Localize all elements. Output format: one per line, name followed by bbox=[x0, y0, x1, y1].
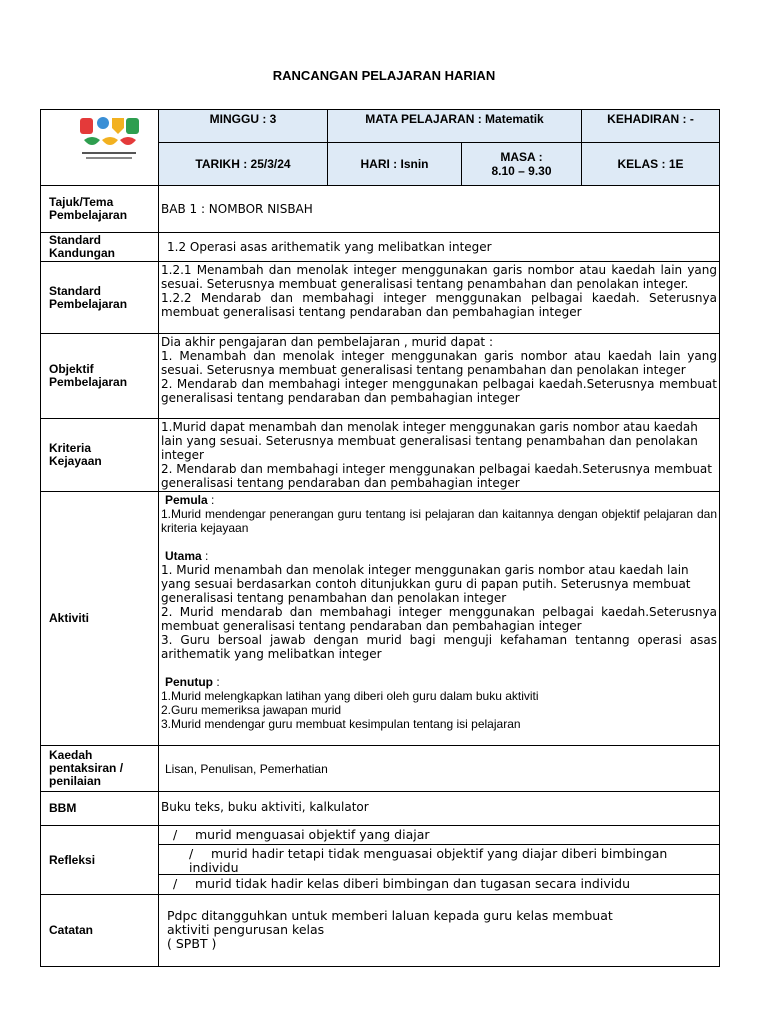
bbm-value: Buku teks, buku aktiviti, kalkulator bbox=[158, 791, 720, 826]
utama-line-1: 1. Murid menambah dan menolak integer menggunakan garis nombor atau kaedah lain yang sesuai berdasarkan contoh ditunjukkan guru di papan putih. Seterusnya membuat generalisasi tentang penambahan dan penolakan integer bbox=[161, 563, 691, 605]
penutup-heading: Penutup bbox=[165, 675, 213, 689]
kelas-cell bbox=[581, 142, 720, 186]
tajuk-value: BAB 1 : NOMBOR NISBAH bbox=[158, 185, 720, 233]
check-mark-icon: / bbox=[173, 827, 178, 842]
mata-pelajaran-cell bbox=[327, 109, 582, 143]
refleksi-item-3: / murid tidak hadir kelas diberi bimbingan dan tugasan secara individu bbox=[158, 874, 720, 895]
masa-cell bbox=[461, 142, 582, 186]
kriteria-label: Kriteria Kejayaan bbox=[40, 418, 159, 492]
document-title: RANCANGAN PELAJARAN HARIAN bbox=[272, 68, 496, 83]
aktiviti-value: Pemula : 1.Murid mendengar penerangan guru tentang isi pelajaran dan kaitannya dengan objektif pelajaran dan kriteria kejayaan Utama : 1. Murid menambah dan menolak integer menggunakan garis nombor atau kaedah lain yang sesuai berdasarkan contoh ditunjukkan guru di papan putih. Seterusnya membuat generalisasi tentang penambahan dan penolakan integer 2. Murid mendarab dan membahagi integer menggunakan pelbagai kaedah.Seterusnya membuat generalisasi tentang pendaraban dan pembahagian integer 3. Guru bersoal jawab dengan murid bagi menguji kefahaman tentanng operasi asas arithematik yang melibatkan integer Penutup : 1.Murid melengkapkan latihan yang diberi oleh guru dalam buku aktiviti 2.Guru memeriksa jawapan murid 3.Murid mendengar guru membuat kesimpulan tentang isi pelajaran bbox=[158, 491, 720, 746]
penutup-line-3: 3.Murid mendengar guru membuat kesimpulan tentang isi pelajaran bbox=[161, 717, 521, 731]
tajuk-label: Tajuk/Tema Pembelajaran bbox=[40, 185, 159, 233]
hari-value: HARI : Isnin bbox=[360, 157, 429, 171]
objektif-value: Dia akhir pengajaran dan pembelajaran , murid dapat : 1. Menambah dan menolak integer menggunakan garis nombor atau kaedah lain yang sesuai. Seterusnya membuat generalisasi tentang penambahan dan penolakan integer 2. Mendarab dan membahagi integer menggunakan pelbagai kaedah.Seterusnya membuat generalisasi tentang pendaraban dan pembahagian integer bbox=[158, 333, 720, 419]
standard-pembelajaran-value: 1.2.1 Menambah dan menolak integer menggunakan garis nombor atau kaedah lain yang sesuai. Seterusnya membuat generalisasi tentang penambahan dan penolakan integer. 1.2.2 Mendarab dan membahagi integer menggunakan pelbagai kaedah. Seterusnya membuat generalisasi tentang pendaraban dan pembahagian integer bbox=[158, 261, 720, 334]
standard-pembelajaran-label: Standard Pembelajaran bbox=[40, 261, 159, 334]
penutup-line-1: 1.Murid melengkapkan latihan yang diberi oleh guru dalam buku aktiviti bbox=[161, 689, 539, 703]
refleksi-label: Refleksi bbox=[40, 825, 159, 895]
masa-label: MASA : bbox=[500, 150, 543, 164]
objektif-label: Objektif Pembelajaran bbox=[40, 333, 159, 419]
kriteria-value: 1.Murid dapat menambah dan menolak integer menggunakan garis nombor atau kaedah lain yang sesuai. Seterusnya membuat generalisasi tentang penambahan dan penolakan integer 2. Mendarab dan membahagi integer menggunakan pelbagai kaedah.Seterusnya membuat generalisasi tentang pendaraban dan pembahagian integer bbox=[158, 418, 720, 492]
minggu-value: MINGGU : 3 bbox=[209, 112, 277, 126]
kehadiran-cell bbox=[581, 109, 720, 143]
bbm-label: BBM bbox=[40, 791, 159, 826]
tarikh-value: TARIKH : 25/3/24 bbox=[195, 157, 291, 171]
utama-line-3: 3. Guru bersoal jawab dengan murid bagi menguji kefahaman tentanng operasi asas arithematik yang melibatkan integer bbox=[161, 633, 717, 661]
school-logo-icon bbox=[74, 114, 144, 162]
masa-value: 8.10 – 9.30 bbox=[491, 164, 552, 178]
penutup-line-2: 2.Guru memeriksa jawapan murid bbox=[161, 703, 342, 717]
kehadiran-value: KEHADIRAN : - bbox=[607, 112, 694, 126]
catatan-label: Catatan bbox=[40, 894, 159, 967]
kaedah-label: Kaedah pentaksiran / penilaian bbox=[40, 745, 159, 792]
tarikh-cell bbox=[158, 142, 328, 186]
pemula-heading: Pemula bbox=[165, 493, 208, 507]
refleksi-item-2: / murid hadir tetapi tidak menguasai objektif yang diajar diberi bimbingan individu bbox=[158, 844, 720, 875]
minggu-cell bbox=[158, 109, 328, 143]
catatan-value: Pdpc ditangguhkan untuk memberi laluan kepada guru kelas membuat aktiviti pengurusan kelas ( SPBT ) bbox=[158, 894, 720, 967]
pemula-text: 1.Murid mendengar penerangan guru tentang isi pelajaran dan kaitannya dengan objektif pelajaran dan kriteria kejayaan bbox=[161, 507, 717, 535]
utama-heading: Utama bbox=[165, 549, 202, 563]
standard-kandungan-label: Standard Kandungan bbox=[40, 232, 159, 262]
check-mark-icon: / bbox=[173, 876, 178, 891]
mata-pelajaran-value: MATA PELAJARAN : Matematik bbox=[365, 112, 544, 126]
kaedah-value: Lisan, Penulisan, Pemerhatian bbox=[158, 745, 720, 792]
check-mark-icon: / bbox=[189, 846, 194, 861]
aktiviti-label: Aktiviti bbox=[40, 491, 159, 746]
standard-kandungan-value: 1.2 Operasi asas arithematik yang melibatkan integer bbox=[158, 232, 720, 262]
kelas-value: KELAS : 1E bbox=[617, 157, 684, 171]
hari-cell bbox=[327, 142, 462, 186]
refleksi-item-1: / murid menguasai objektif yang diajar bbox=[158, 825, 720, 845]
utama-line-2: 2. Murid mendarab dan membahagi integer menggunakan pelbagai kaedah.Seterusnya membuat generalisasi tentang pendaraban dan pembahagian integer bbox=[161, 605, 717, 633]
